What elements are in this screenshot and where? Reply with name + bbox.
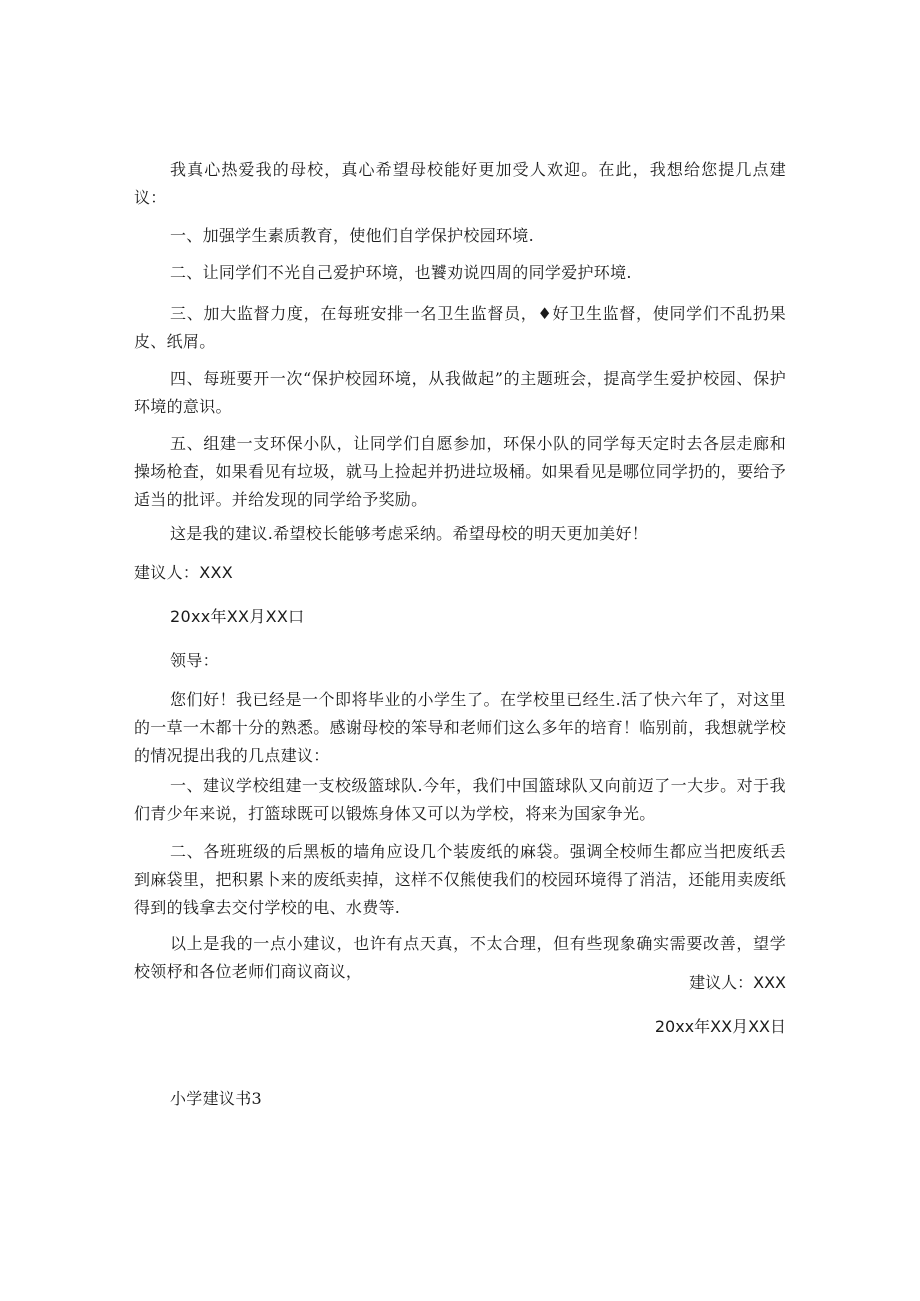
letter2-salutation: 领导： (170, 651, 219, 670)
letter2-intro: 您们好！我已经是一个即将毕业的小学生了。在学校里已经生.活了快六年了，对这里的一草一木都十分的熟悉。感谢母校的笨导和老师们这么多年的培育！临别前，我想就学校的情况提出我的几点建议： (134, 690, 787, 765)
letter1-signer: 建议人：XXX (134, 563, 233, 582)
letter1-item-2: 二、让同学们不光自己爱护环境，也饕劝说四周的同学爱护环境. (170, 263, 632, 282)
letter1-item-4: 四、每班要开一次“保护校园环境，从我做起”的主题班会，提高学生爱护校园、保护环境的意识。 (134, 369, 786, 416)
letter1-intro: 我真心热爱我的母校，真心希望母校能好更加受人欢迎。在此，我想给您提几点建议： (134, 160, 786, 207)
letter2-date: 20xx年XX月XX日 (654, 1017, 786, 1036)
letter2-signer: 建议人：XXX (689, 973, 786, 992)
letter2-item-2: 二、各班班级的后黑板的墙角应设几个装废纸的麻袋。强调全校师生都应当把废纸丢到麻袋里，把积累卜来的废纸卖掉，这样不仅熊使我们的校园环境得了消洁，还能用卖废纸得到的钱拿去交付学校的电、水费等. (134, 842, 787, 917)
letter1-closing: 这是我的建议.希望校长能够考虑采纳。希望母校的明天更加美好！ (170, 524, 649, 543)
letter1-item-1: 一、加强学生素质教育，使他们自学保护校园环境. (170, 226, 534, 245)
letter2-item-1: 一、建议学校组建一支校级篮球队.今年，我们中国篮球队又向前迈了一大步。对于我们青少年来说，打篮球既可以锻炼身体又可以为学校，将来为国家争光。 (134, 776, 786, 823)
next-letter-title: 小学建议书3 (170, 1089, 262, 1108)
letter1-item-5: 五、组建一支环保小队，让同学们自愿参加，环保小队的同学每天定时去各层走廊和操场枪査，如果看见有垃圾，就马上捡起并扔进垃圾桶。如果看见是哪位同学扔的，要给予适当的批评。并给发现的同学给予奖励。 (134, 434, 787, 509)
letter1-item-3: 三、加大监督力度，在每班安排一名卫生监督员，♦好卫生监督，使同学们不乱扔果皮、纸屑。 (134, 304, 786, 351)
letter1-date: 20xx年XX月XX口 (170, 607, 305, 626)
letter2-closing: 以上是我的一点小建议，也许有点天真，不太合理，但有些现象确实需要改善，望学校领杼和各位老师们商议商议， (134, 934, 786, 981)
